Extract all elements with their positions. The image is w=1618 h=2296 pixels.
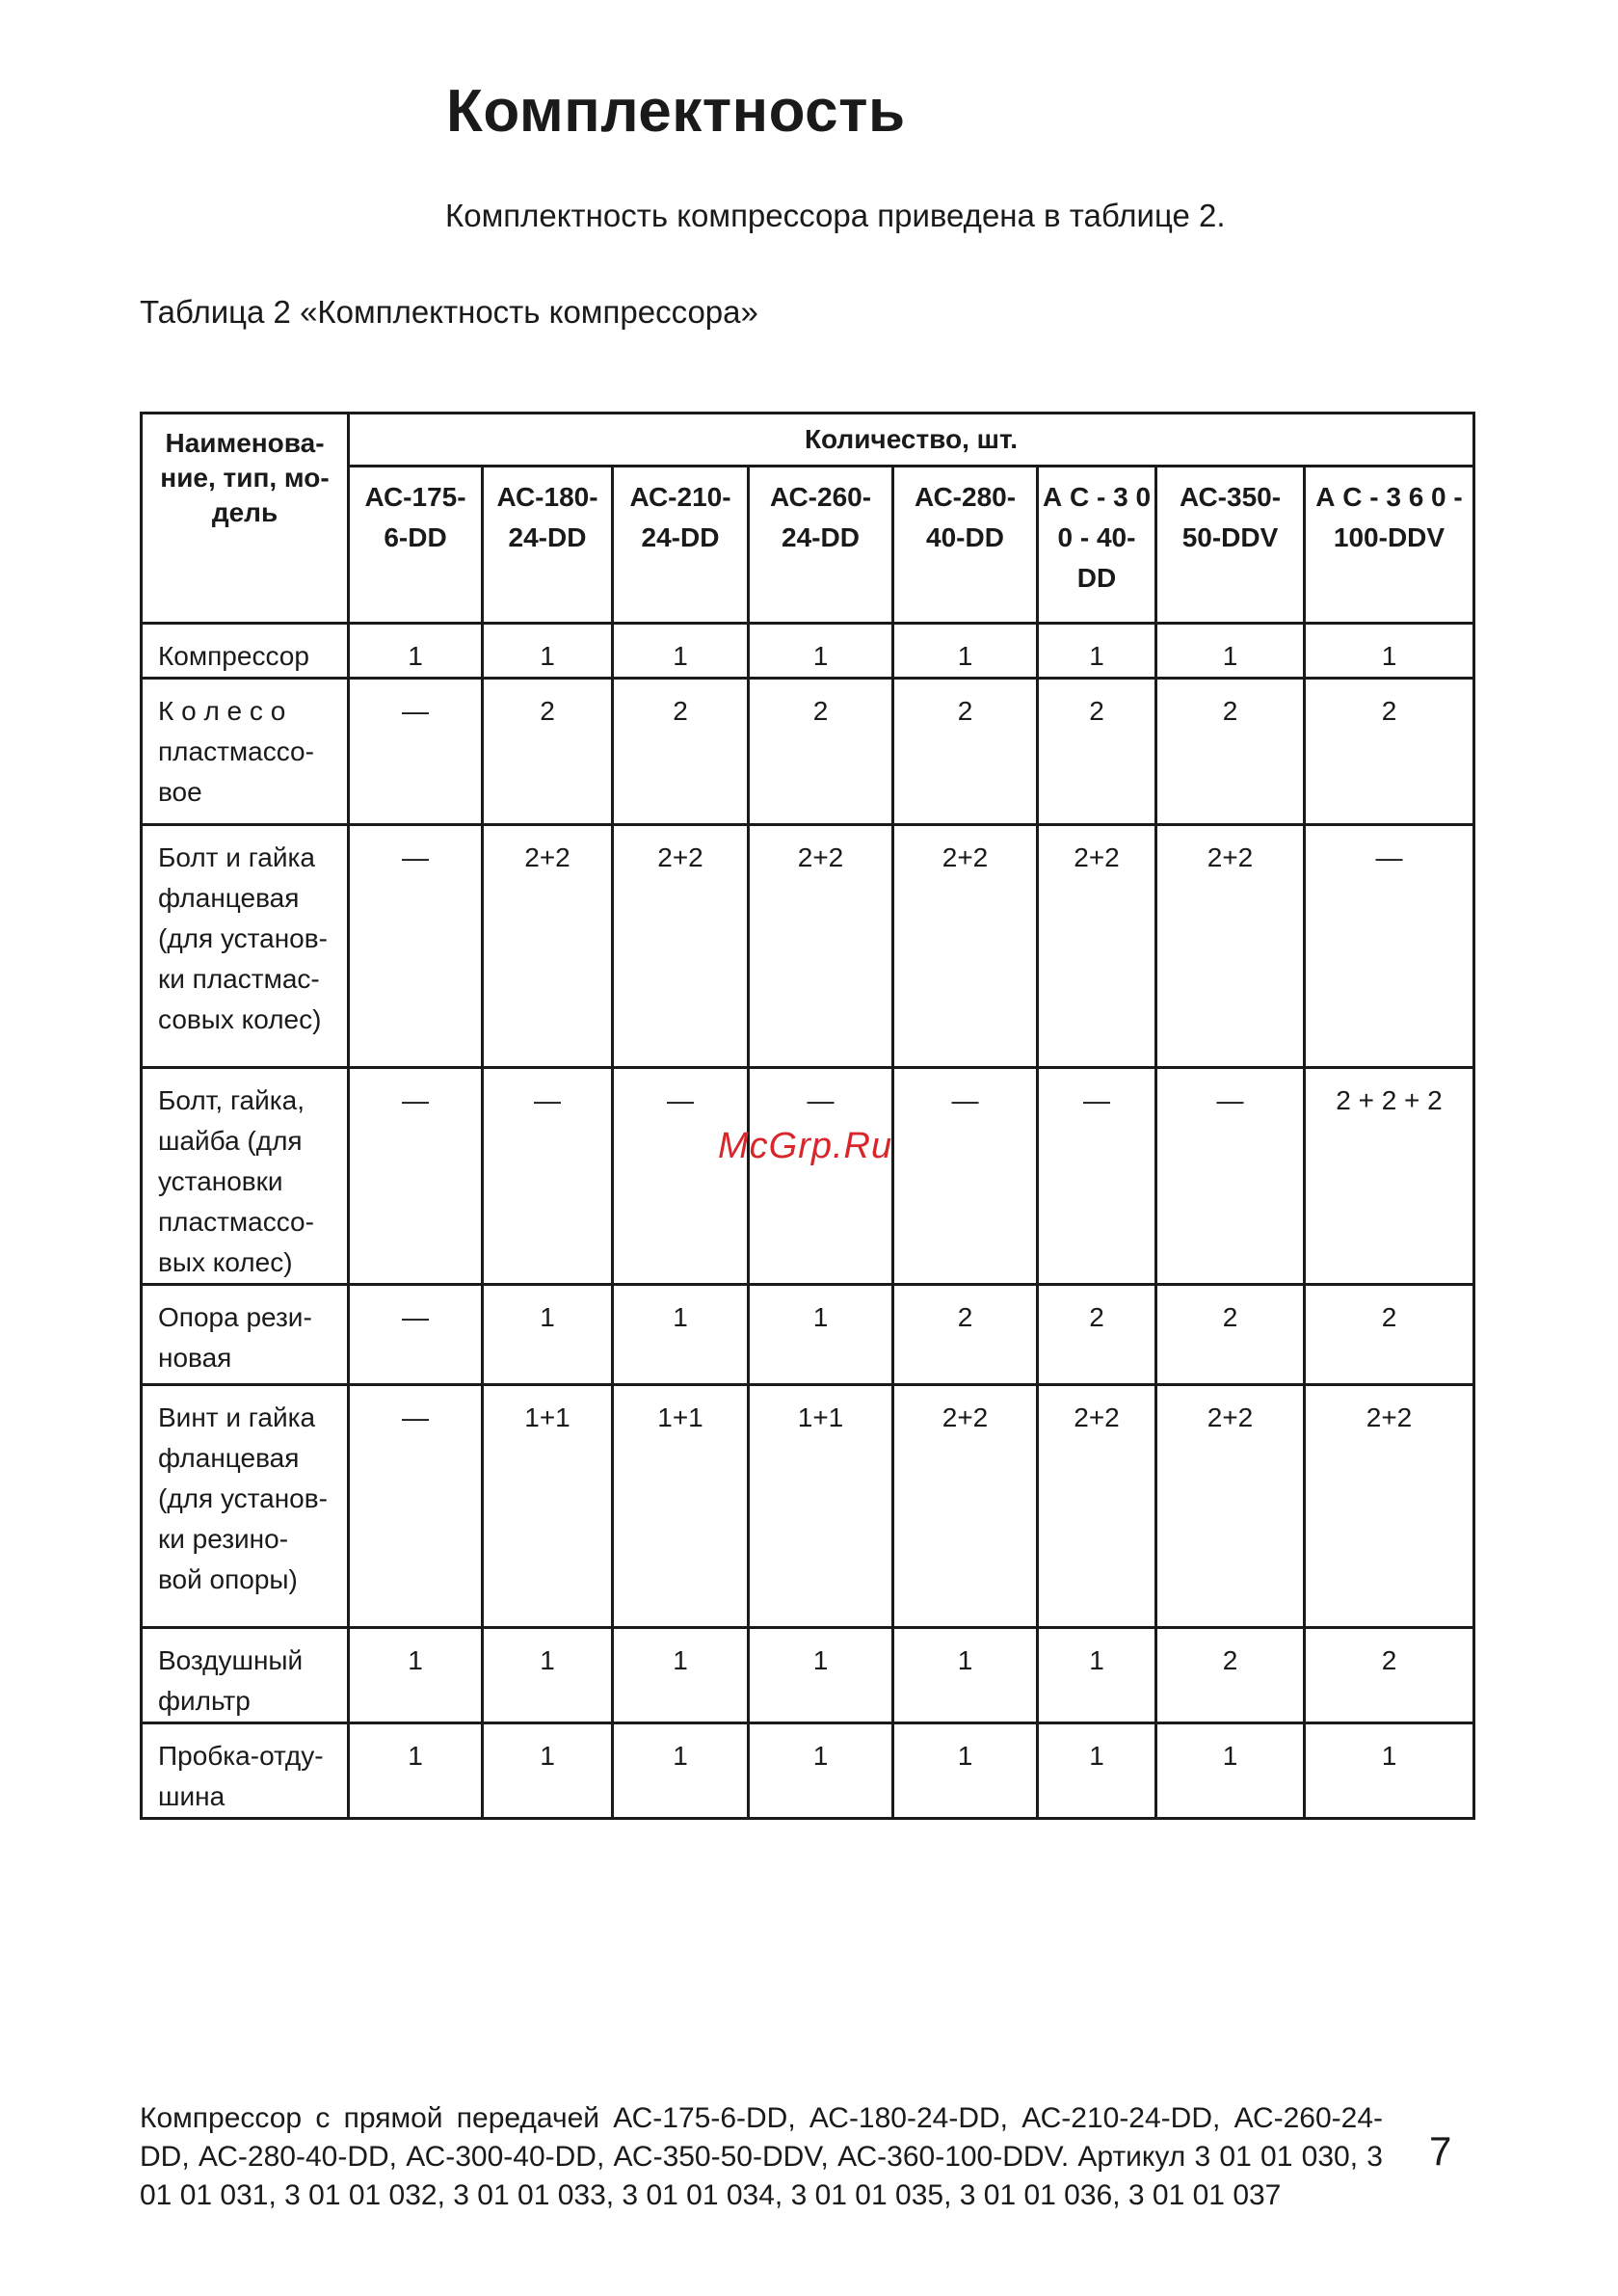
page-title: Комплектность [446,78,906,145]
quantity-cell: 2 + 2 + 2 [1305,1068,1474,1285]
quantity-cell: 2 [1156,679,1305,825]
quantity-cell: 1 [1305,1723,1474,1819]
quantity-cell: 2 [893,1285,1038,1385]
table-row [142,1285,1474,1385]
quantity-cell: 2+2 [1038,825,1156,1068]
quantity-cell: — [483,1068,613,1285]
quantity-cell: 1 [349,1723,483,1819]
quantity-cell: 1 [749,1628,893,1723]
quantity-cell: 1 [893,1628,1038,1723]
quantity-cell: 1 [749,1723,893,1819]
table-row [142,1723,1474,1819]
quantity-cell: — [349,825,483,1068]
model-header: А С - 3 0 0 - 40-DD [1038,467,1156,624]
quantity-cell: 2+2 [1305,1385,1474,1628]
quantity-cell: 2+2 [1038,1385,1156,1628]
table-row [142,825,1474,1068]
row-label: Воздушный фильтр [142,1628,349,1723]
quantity-cell: — [893,1068,1038,1285]
quantity-cell: — [349,679,483,825]
quantity-cell: 1 [1156,1723,1305,1819]
row-label: Болт, гайка, шайба (для установки пластмассо- вых колес) [142,1068,349,1285]
row-label: Винт и гайка фланцевая (для установ- ки резино- вой опоры) [142,1385,349,1628]
quantity-cell: 2+2 [1156,825,1305,1068]
quantity-cell: 2+2 [893,825,1038,1068]
quantity-cell: 1 [349,1628,483,1723]
row-label: К о л е с о пластмассо- вое [142,679,349,825]
quantity-cell: 2 [1305,679,1474,825]
model-header: АС-180- 24-DD [483,467,613,624]
quantity-header: Количество, шт. [349,414,1474,467]
row-label: Опора рези- новая [142,1285,349,1385]
quantity-cell: 2 [1305,1285,1474,1385]
row-label: Пробка-отду- шина [142,1723,349,1819]
quantity-cell: — [1038,1068,1156,1285]
kit-table [140,412,1475,1820]
quantity-cell: 2 [483,679,613,825]
quantity-cell: 1 [749,624,893,679]
quantity-cell: 1 [483,624,613,679]
quantity-cell: 1+1 [613,1385,749,1628]
model-header: АС-280- 40-DD [893,467,1038,624]
quantity-cell: 2+2 [613,825,749,1068]
quantity-cell: — [749,1068,893,1285]
quantity-cell: — [349,1385,483,1628]
table-row [142,1628,1474,1723]
quantity-cell: 1 [613,1285,749,1385]
quantity-cell: 1 [613,1628,749,1723]
quantity-cell: 1 [893,1723,1038,1819]
row-label: Болт и гайка фланцевая (для установ- ки пластмас- совых колес) [142,825,349,1068]
quantity-cell: 1 [613,624,749,679]
table-row [142,1385,1474,1628]
name-column-header: Наименова- ние, тип, мо- дель [142,414,349,624]
quantity-cell: — [1156,1068,1305,1285]
quantity-cell: 1 [483,1628,613,1723]
model-header: АС-260- 24-DD [749,467,893,624]
quantity-cell: — [349,1068,483,1285]
intro-text: Комплектность компрессора приведена в таблице 2. [445,198,1226,233]
quantity-cell: 2 [1305,1628,1474,1723]
quantity-cell: 2 [613,679,749,825]
quantity-cell: — [349,1285,483,1385]
model-header: АС-350- 50-DDV [1156,467,1305,624]
quantity-cell: 2+2 [749,825,893,1068]
quantity-cell: — [613,1068,749,1285]
quantity-cell: 2 [893,679,1038,825]
table-row [142,1068,1474,1285]
table-caption: Таблица 2 «Комплектность компрессора» [140,294,758,330]
quantity-cell: 1 [1038,624,1156,679]
quantity-cell: 1 [1305,624,1474,679]
page-number: 7 [1429,2128,1452,2174]
row-label: Компрессор [142,624,349,679]
quantity-cell: 2 [1156,1285,1305,1385]
quantity-cell: 1 [1156,624,1305,679]
model-header: АС-210- 24-DD [613,467,749,624]
quantity-cell: 1 [1038,1628,1156,1723]
model-header: АС-175- 6-DD [349,467,483,624]
quantity-cell: 2 [749,679,893,825]
quantity-cell: 2+2 [483,825,613,1068]
quantity-cell: 1 [349,624,483,679]
model-header: А С - 3 6 0 - 100-DDV [1305,467,1474,624]
quantity-cell: 2+2 [1156,1385,1305,1628]
quantity-cell: 1 [749,1285,893,1385]
quantity-cell: 2 [1156,1628,1305,1723]
quantity-cell: 2 [1038,679,1156,825]
quantity-cell: 1+1 [483,1385,613,1628]
quantity-cell: 1 [1038,1723,1156,1819]
quantity-cell: 1+1 [749,1385,893,1628]
quantity-cell: 1 [613,1723,749,1819]
watermark: McGrp.Ru [718,1126,893,1166]
quantity-cell: 1 [893,624,1038,679]
quantity-cell: — [1305,825,1474,1068]
table-row [142,624,1474,679]
quantity-cell: 1 [483,1285,613,1385]
footer-text: Компрессор с прямой передачей АС-175-6-DD, АС-180-24-DD, АС-210-24-DD, АС-260-24-DD, АС-280-40-DD, АС-300-40-DD, АС-350-50-DDV, АС-360-100-DDV. Артикул 3 01 01 030, 3 01 01 031, 3 01 01 032, 3 01 01 033, 3 01 01 034, 3 01 01 035, 3 01 01 036, 3 01 01 037 [140,2102,1383,2211]
quantity-cell: 1 [483,1723,613,1819]
table-row [142,679,1474,825]
quantity-cell: 2 [1038,1285,1156,1385]
quantity-cell: 2+2 [893,1385,1038,1628]
